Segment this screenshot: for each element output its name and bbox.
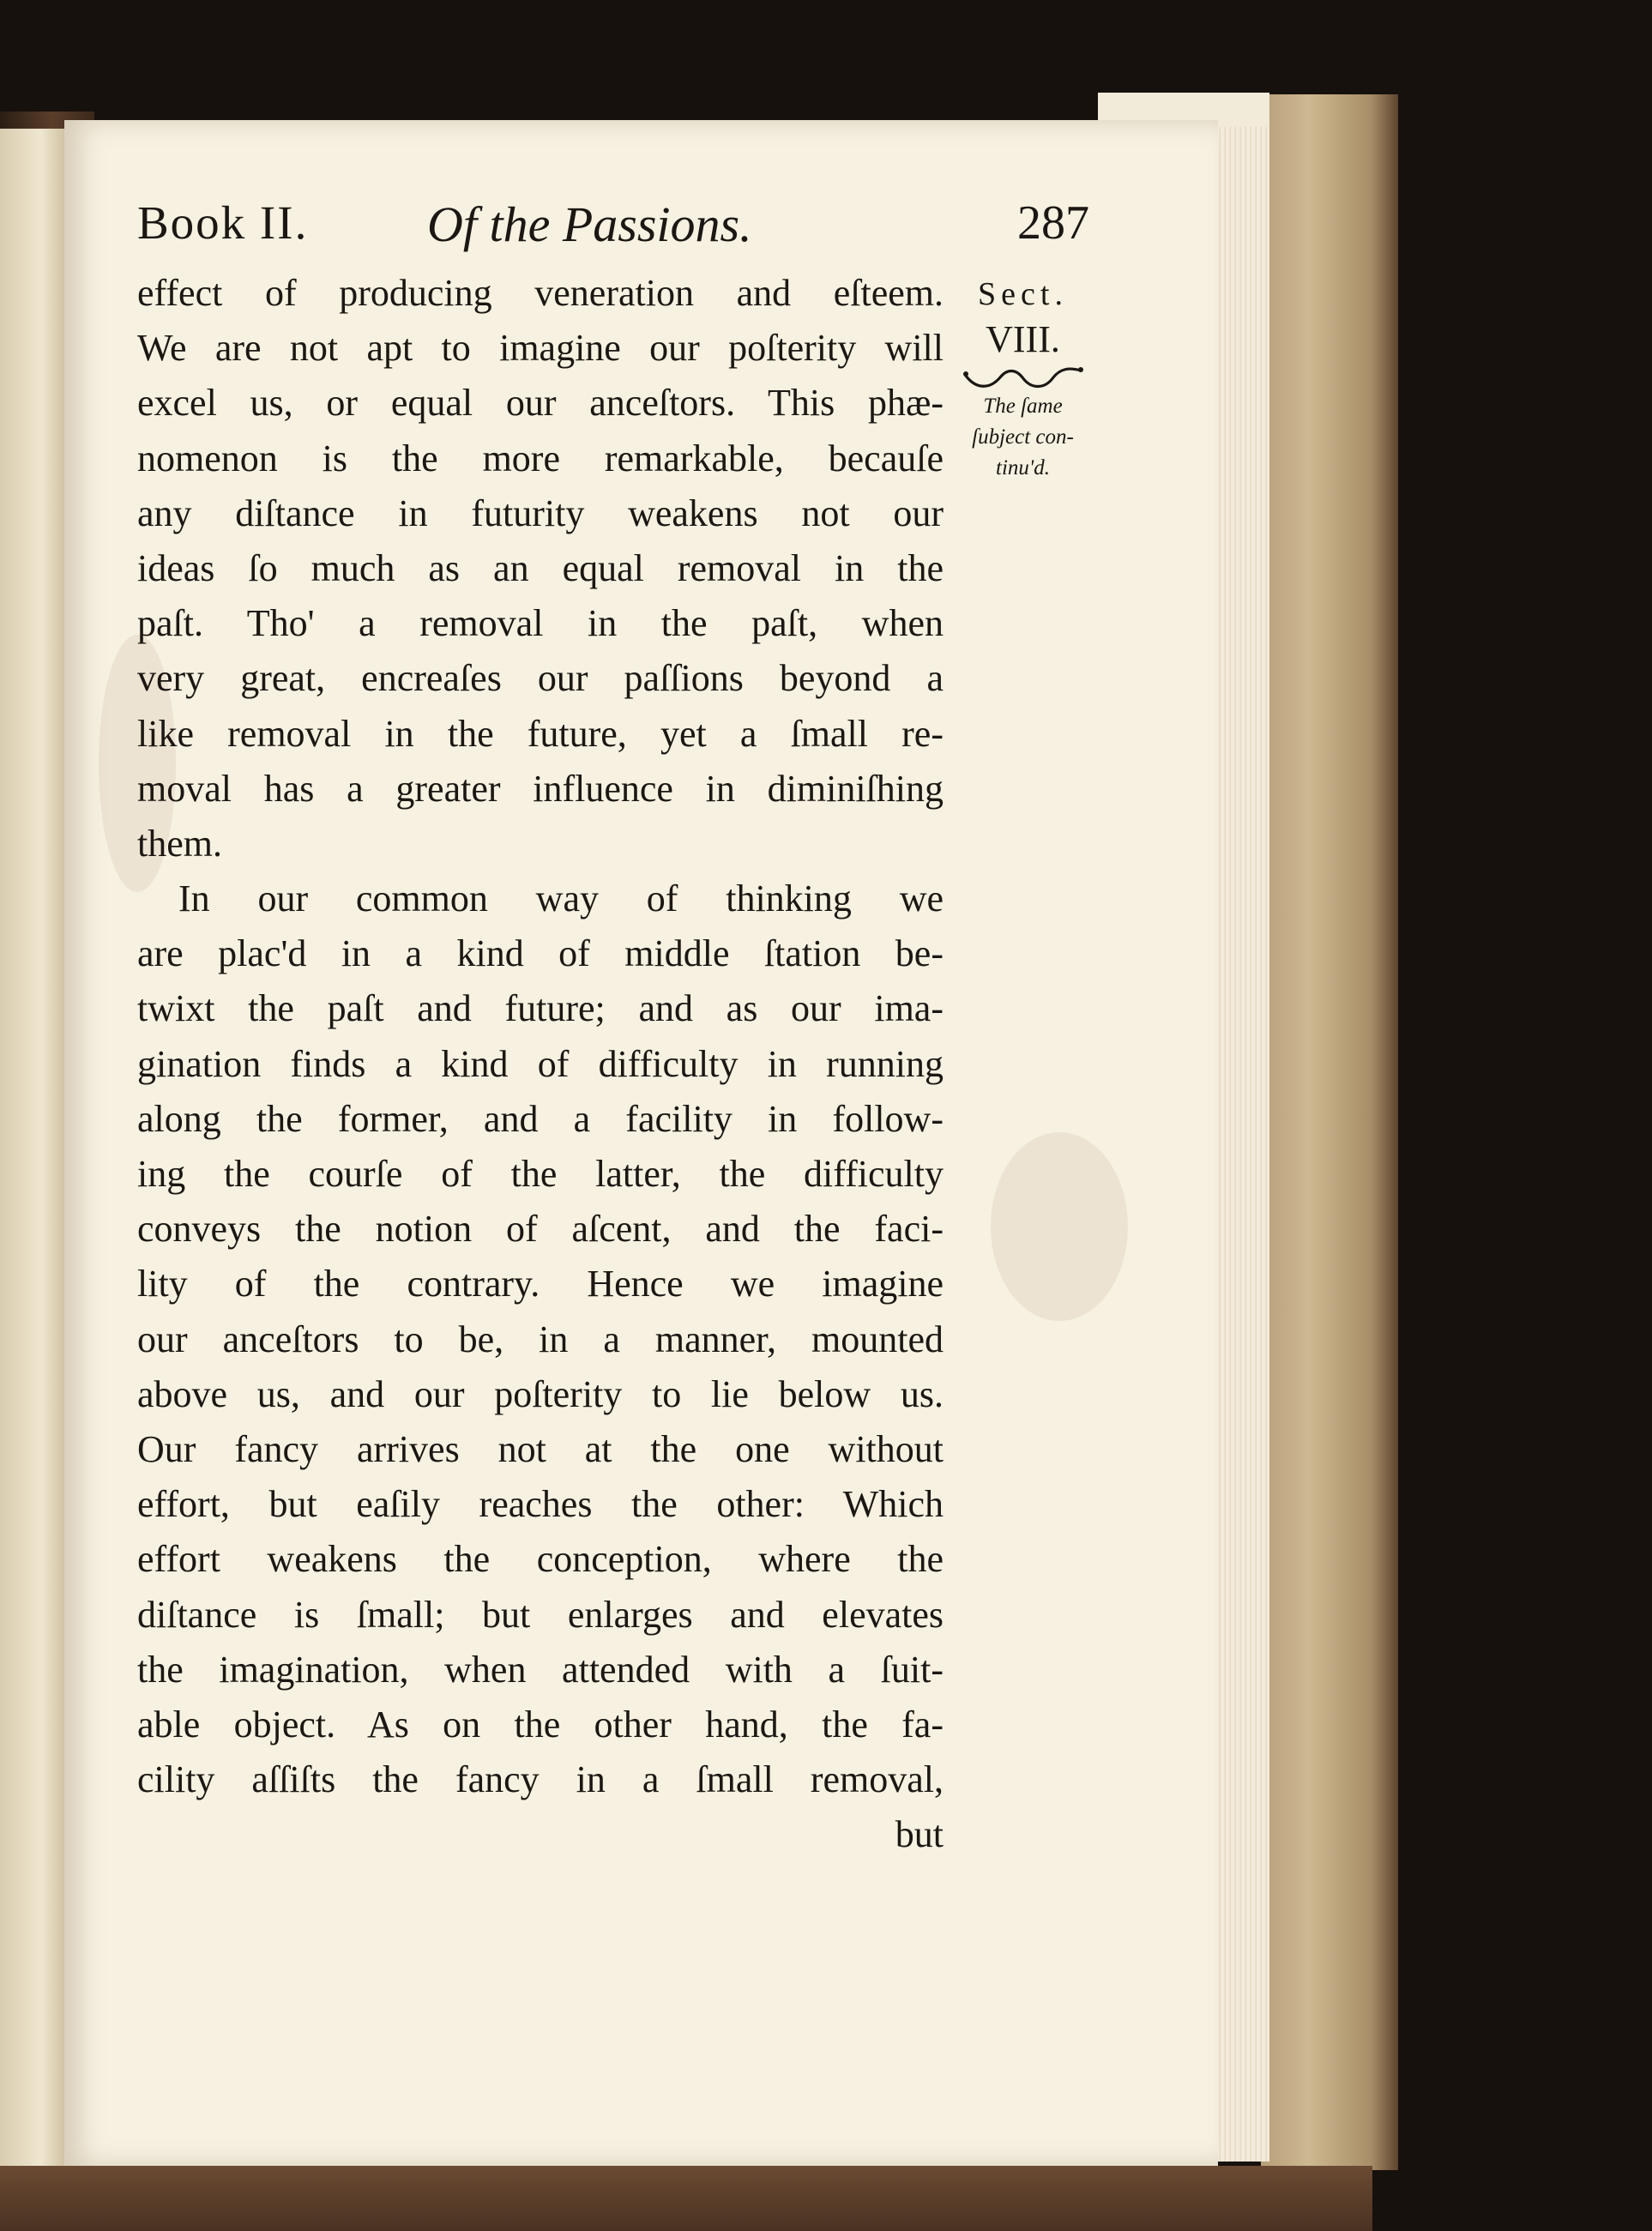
body-text xyxy=(137,266,944,1862)
text-line: diſtance is ſmall; but enlarges and elevates xyxy=(137,1593,944,1636)
section-number: VIII. xyxy=(986,318,1060,360)
text-line: above us, and our poſterity to lie below us. xyxy=(137,1372,944,1415)
paper-stain xyxy=(991,1132,1128,1321)
text-line: any diſtance in futurity weakens not our xyxy=(137,491,944,534)
paragraph-start-line: In our common way of thinking we xyxy=(178,877,944,920)
section-label: Sect. xyxy=(978,276,1068,312)
text-line: like removal in the future, yet a ſmall re- xyxy=(137,712,944,755)
facing-page-edge xyxy=(0,129,69,2170)
page-number: 287 xyxy=(1017,196,1089,250)
text-line: We are not apt to imagine our poſterity will xyxy=(137,327,944,370)
margin-note xyxy=(944,273,1102,484)
gloss-line: ſubject con- xyxy=(972,425,1074,449)
running-title: Of the Passions. xyxy=(427,196,752,252)
text-line: lity of the contrary. Hence we imagine xyxy=(137,1263,944,1305)
text-line: Our fancy arrives not at the one without xyxy=(137,1427,944,1470)
text-line: excel us, or equal our anceſtors. This phæ- xyxy=(137,382,944,425)
flourish-ornament xyxy=(944,364,1102,391)
text-line: cility aſſiſts the fancy in a ſmall removal, xyxy=(137,1758,944,1801)
text-line: are plac'd in a kind of middle ſtation be- xyxy=(137,932,944,975)
text-line: ideas ſo much as an equal removal in the xyxy=(137,546,944,589)
book-cover-bottom xyxy=(0,2166,1372,2231)
text-line: ing the courſe of the latter, the difficulty xyxy=(137,1153,944,1195)
gloss-line: The ſame xyxy=(983,395,1063,418)
text-line: our anceſtors to be, in a manner, mounted xyxy=(137,1317,944,1360)
flourish-icon xyxy=(959,364,1088,389)
running-head xyxy=(137,196,1089,264)
text-line: able object. As on the other hand, the fa- xyxy=(137,1703,944,1746)
text-line: conveys the notion of aſcent, and the faci- xyxy=(137,1208,944,1251)
book-label: Book II. xyxy=(137,196,309,249)
text-line: moval has a greater influence in diminiſhing xyxy=(137,767,944,810)
text-line: very great, encreaſes our paſſions beyond a xyxy=(137,657,944,700)
text-line: twixt the paſt and future; and as our ima- xyxy=(137,987,944,1030)
text-line: effect of producing veneration and eſteem. xyxy=(137,272,944,314)
text-line: along the former, and a facility in follow- xyxy=(137,1097,944,1140)
text-line: paſt. Tho' a removal in the paſt, when xyxy=(137,602,944,645)
text-line: gination finds a kind of difficulty in running xyxy=(137,1042,944,1085)
book-cover-right xyxy=(1261,94,1398,2170)
catchword: but xyxy=(895,1813,944,1856)
text-line: the imagination, when attended with a ſuit- xyxy=(137,1648,944,1691)
text-line: nomenon is the more remarkable, becauſe xyxy=(137,437,944,479)
text-line: them. xyxy=(137,822,222,865)
text-line: effort weakens the conception, where the xyxy=(137,1538,944,1581)
gloss-line: tinu'd. xyxy=(996,456,1050,479)
text-line: effort, but eaſily reaches the other: Which xyxy=(137,1483,944,1526)
